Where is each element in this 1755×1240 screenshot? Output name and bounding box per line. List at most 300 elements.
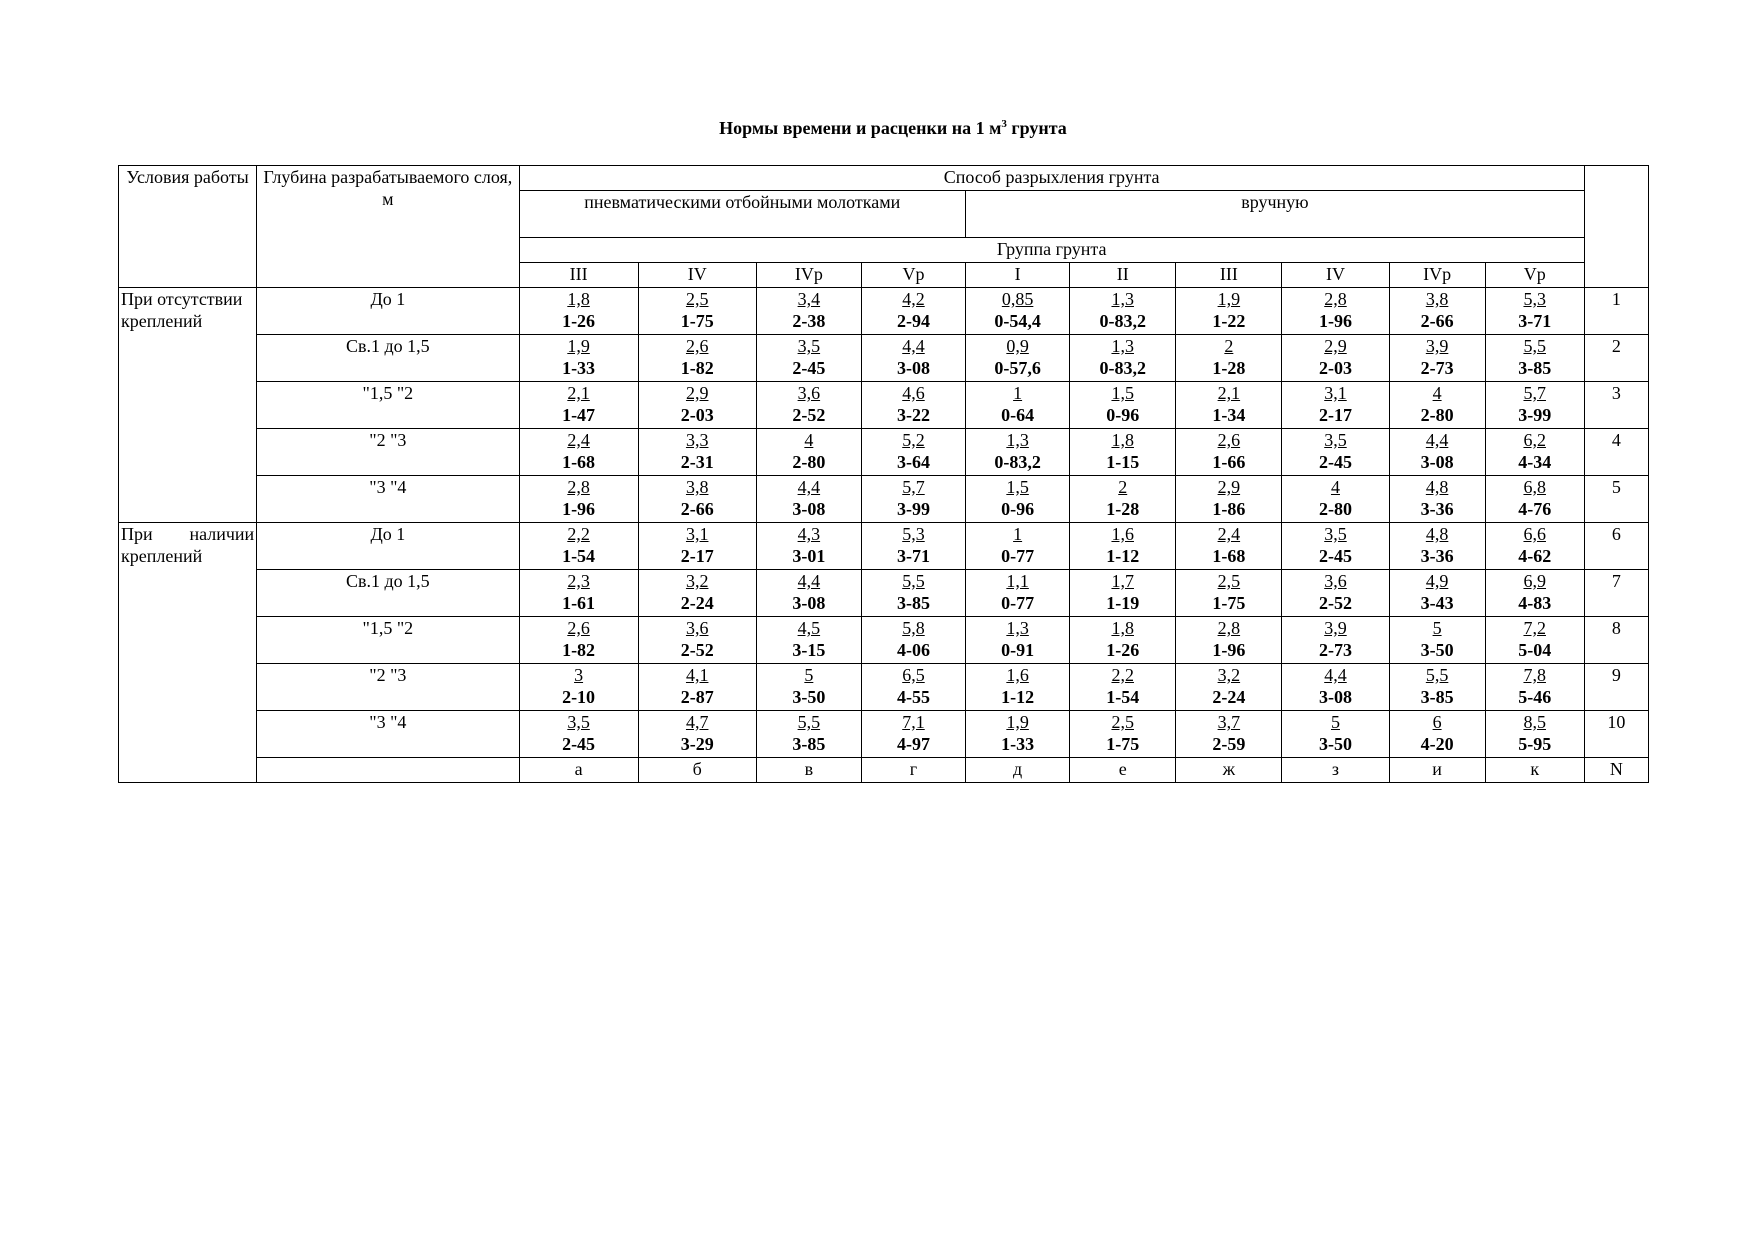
price-rate: 3-85 — [1518, 358, 1552, 378]
price-rate: 5-46 — [1518, 687, 1552, 707]
header-group-cell: IVр — [756, 263, 861, 288]
value-cell — [966, 476, 1070, 523]
value-cell — [1389, 711, 1485, 758]
value-cell — [861, 382, 965, 429]
price-rate: 3-08 — [792, 593, 826, 613]
depth-cell: До 1 — [257, 288, 519, 335]
value-cell — [519, 570, 638, 617]
price-rate: 2-17 — [680, 546, 714, 566]
header-conditions-label: Условия работы — [126, 167, 249, 187]
price-rate: 1-28 — [1106, 499, 1140, 519]
value-cell — [1070, 476, 1176, 523]
time-norm: 1,6 — [1006, 665, 1029, 685]
column-letters-row — [119, 758, 1649, 783]
price-rate: 1-61 — [562, 593, 596, 613]
row-number: 6 — [1584, 523, 1648, 570]
header-soil-group — [519, 238, 1584, 263]
row-number: 4 — [1584, 429, 1648, 476]
price-rate: 2-45 — [1318, 452, 1352, 472]
value-cell — [756, 288, 861, 335]
price-rate: 2-52 — [1318, 593, 1352, 613]
table-row — [119, 429, 1649, 476]
time-norm: 3,2 — [685, 571, 709, 591]
time-norm: 5 — [1432, 618, 1442, 638]
value-cell — [1282, 523, 1389, 570]
price-rate: 2-45 — [562, 734, 596, 754]
time-norm: 3,5 — [797, 336, 821, 356]
header-method-label: Способ разрыхления грунта — [943, 167, 1160, 187]
depth-cell: Св.1 до 1,5 — [257, 335, 519, 382]
price-rate: 0-96 — [1001, 499, 1035, 519]
value-cell — [966, 711, 1070, 758]
header-soil-group-label: Группа грунта — [996, 239, 1107, 259]
value-cell — [1070, 664, 1176, 711]
header-number-blank — [1584, 166, 1648, 288]
price-rate: 3-36 — [1420, 499, 1454, 519]
column-letter: а — [519, 758, 638, 783]
value-cell — [1070, 288, 1176, 335]
time-norm: 6,8 — [1523, 477, 1546, 497]
price-rate: 1-33 — [562, 358, 596, 378]
value-cell — [1485, 382, 1584, 429]
time-norm: 2,1 — [1217, 383, 1241, 403]
price-rate: 3-08 — [1420, 452, 1454, 472]
price-rate: 1-68 — [562, 452, 596, 472]
row-number: 2 — [1584, 335, 1648, 382]
time-norm: 6,2 — [1523, 430, 1546, 450]
value-cell — [861, 335, 965, 382]
price-rate: 4-97 — [896, 734, 930, 754]
table-row — [119, 617, 1649, 664]
value-cell — [519, 711, 638, 758]
value-cell — [966, 335, 1070, 382]
value-cell — [1070, 570, 1176, 617]
time-norm: 4,8 — [1425, 477, 1449, 497]
price-rate: 0-96 — [1106, 405, 1140, 425]
value-cell — [861, 617, 965, 664]
value-cell — [1485, 711, 1584, 758]
price-rate: 0-77 — [1001, 593, 1035, 613]
value-cell — [638, 429, 756, 476]
time-norm: 2,8 — [1324, 289, 1347, 309]
price-rate: 0-64 — [1001, 405, 1035, 425]
value-cell — [861, 570, 965, 617]
time-norm: 1 — [1013, 383, 1023, 403]
value-cell — [1282, 382, 1389, 429]
price-rate: 0-57,6 — [994, 358, 1041, 378]
price-rate: 3-08 — [896, 358, 930, 378]
time-norm: 1,5 — [1111, 383, 1134, 403]
price-rate: 3-43 — [1420, 593, 1454, 613]
price-rate: 5-04 — [1518, 640, 1552, 660]
value-cell — [519, 288, 638, 335]
value-cell — [1389, 570, 1485, 617]
price-rate: 0-91 — [1001, 640, 1035, 660]
value-cell — [1389, 429, 1485, 476]
time-norm: 3,5 — [1324, 430, 1347, 450]
value-cell — [638, 476, 756, 523]
time-norm: 1,8 — [567, 289, 590, 309]
table-title — [0, 118, 1755, 139]
row-number: 8 — [1584, 617, 1648, 664]
header-pneumatic-label: пневматическими отбойными молотками — [584, 192, 901, 212]
price-rate: 1-12 — [1001, 687, 1035, 707]
header-group-cell: IV — [1282, 263, 1389, 288]
price-rate: 1-75 — [1212, 593, 1246, 613]
value-cell — [638, 711, 756, 758]
row-number: 3 — [1584, 382, 1648, 429]
price-rate: 2-31 — [680, 452, 714, 472]
time-norm: 4,4 — [1324, 665, 1347, 685]
price-rate: 3-85 — [1420, 687, 1454, 707]
time-norm: 1,3 — [1111, 336, 1134, 356]
header-group-cell: Vр — [1485, 263, 1584, 288]
value-cell — [966, 570, 1070, 617]
title-superscript: 3 — [1001, 118, 1007, 130]
time-norm: 4,8 — [1425, 524, 1449, 544]
time-norm: 2,4 — [1217, 524, 1241, 544]
value-cell — [1176, 335, 1282, 382]
value-cell — [756, 711, 861, 758]
price-rate: 3-50 — [792, 687, 826, 707]
time-norm: 4,2 — [902, 289, 925, 309]
value-cell — [1485, 523, 1584, 570]
price-rate: 2-52 — [792, 405, 826, 425]
price-rate: 3-50 — [1420, 640, 1454, 660]
time-norm: 6,6 — [1523, 524, 1546, 544]
time-norm: 3,5 — [1324, 524, 1347, 544]
time-norm: 3,6 — [685, 618, 709, 638]
time-norm: 2,5 — [1111, 712, 1134, 732]
price-rate: 4-06 — [896, 640, 930, 660]
depth-cell: "3 "4 — [257, 476, 519, 523]
depth-cell: До 1 — [257, 523, 519, 570]
depth-cell: Св.1 до 1,5 — [257, 570, 519, 617]
price-rate: 4-62 — [1518, 546, 1552, 566]
column-letter: г — [861, 758, 965, 783]
time-norm: 4,5 — [797, 618, 821, 638]
price-rate: 1-26 — [1106, 640, 1140, 660]
value-cell — [638, 335, 756, 382]
time-norm: 3,5 — [567, 712, 590, 732]
value-cell — [1176, 617, 1282, 664]
value-cell — [1485, 288, 1584, 335]
column-letter: к — [1485, 758, 1584, 783]
time-norm: 5,7 — [1523, 383, 1546, 403]
time-norm: 4 — [1432, 383, 1442, 403]
value-cell — [1485, 570, 1584, 617]
time-norm: 4,6 — [902, 383, 925, 403]
value-cell — [1176, 711, 1282, 758]
time-norm: 2,6 — [1217, 430, 1241, 450]
time-norm: 2,2 — [567, 524, 590, 544]
time-norm: 4,9 — [1425, 571, 1449, 591]
time-norm: 2,5 — [1217, 571, 1241, 591]
price-rate: 0-83,2 — [994, 452, 1041, 472]
header-group-cell: III — [1176, 263, 1282, 288]
column-letter: д — [966, 758, 1070, 783]
column-letter: е — [1070, 758, 1176, 783]
row-number: 10 — [1584, 711, 1648, 758]
value-cell — [1282, 617, 1389, 664]
column-letter: и — [1389, 758, 1485, 783]
time-norm: 7,2 — [1523, 618, 1546, 638]
value-cell — [861, 476, 965, 523]
value-cell — [1176, 570, 1282, 617]
price-rate: 0-54,4 — [994, 311, 1041, 331]
table-row — [119, 664, 1649, 711]
price-rate: 3-50 — [1318, 734, 1352, 754]
table-row — [119, 523, 1649, 570]
price-rate: 2-45 — [792, 358, 826, 378]
time-norm: 2,8 — [567, 477, 590, 497]
value-cell — [966, 617, 1070, 664]
value-cell — [1389, 382, 1485, 429]
time-norm: 0,9 — [1006, 336, 1029, 356]
price-rate: 3-99 — [896, 499, 930, 519]
value-cell — [756, 476, 861, 523]
price-rate: 3-71 — [896, 546, 930, 566]
price-rate: 2-80 — [1420, 405, 1454, 425]
value-cell — [861, 523, 965, 570]
column-letter: з — [1282, 758, 1389, 783]
time-norm: 2,5 — [685, 289, 709, 309]
value-cell — [638, 617, 756, 664]
price-rate: 3-15 — [792, 640, 826, 660]
time-norm: 1,9 — [1006, 712, 1029, 732]
header-depth — [257, 166, 519, 288]
time-norm: 7,1 — [902, 712, 925, 732]
value-cell — [519, 664, 638, 711]
time-norm: 3,9 — [1324, 618, 1347, 638]
time-norm: 1,1 — [1006, 571, 1029, 591]
column-letter: б — [638, 758, 756, 783]
price-rate: 1-33 — [1001, 734, 1035, 754]
title-text: Нормы времени и расценки на 1 м — [719, 118, 1002, 138]
time-norm: 6,9 — [1523, 571, 1546, 591]
price-rate: 1-54 — [562, 546, 596, 566]
price-rate: 2-03 — [680, 405, 714, 425]
value-cell — [1282, 664, 1389, 711]
price-rate: 2-66 — [1420, 311, 1454, 331]
time-norm: 4,4 — [797, 477, 821, 497]
time-norm: 5,3 — [1523, 289, 1546, 309]
value-cell — [861, 711, 965, 758]
time-norm: 5,7 — [902, 477, 925, 497]
norms-table — [118, 165, 1649, 783]
time-norm: 3,1 — [1324, 383, 1347, 403]
time-norm: 2,3 — [567, 571, 590, 591]
value-cell — [519, 476, 638, 523]
time-norm: 3,6 — [1324, 571, 1347, 591]
value-cell — [1485, 335, 1584, 382]
time-norm: 1,6 — [1111, 524, 1134, 544]
price-rate: 4-83 — [1518, 593, 1552, 613]
value-cell — [1389, 335, 1485, 382]
value-cell — [1389, 664, 1485, 711]
price-rate: 2-52 — [680, 640, 714, 660]
value-cell — [1070, 382, 1176, 429]
row-number: 9 — [1584, 664, 1648, 711]
value-cell — [861, 664, 965, 711]
price-rate: 1-28 — [1212, 358, 1246, 378]
value-cell — [1389, 476, 1485, 523]
time-norm: 2,2 — [1111, 665, 1134, 685]
time-norm: 5,3 — [902, 524, 925, 544]
price-rate: 2-03 — [1318, 358, 1352, 378]
depth-cell: "1,5 "2 — [257, 617, 519, 664]
value-cell — [1282, 429, 1389, 476]
value-cell — [638, 382, 756, 429]
depth-cell: "2 "3 — [257, 429, 519, 476]
time-norm: 7,8 — [1523, 665, 1546, 685]
price-rate: 1-22 — [1212, 311, 1246, 331]
price-rate: 2-38 — [792, 311, 826, 331]
price-rate: 2-17 — [1318, 405, 1352, 425]
row-number: 1 — [1584, 288, 1648, 335]
time-norm: 1,3 — [1111, 289, 1134, 309]
time-norm: 2,9 — [1217, 477, 1241, 497]
time-norm: 2 — [1118, 477, 1128, 497]
value-cell — [1485, 664, 1584, 711]
time-norm: 2,8 — [1217, 618, 1241, 638]
price-rate: 4-76 — [1518, 499, 1552, 519]
time-norm: 4,4 — [902, 336, 925, 356]
value-cell — [966, 288, 1070, 335]
price-rate: 1-96 — [1318, 311, 1352, 331]
value-cell — [1389, 617, 1485, 664]
value-cell — [756, 570, 861, 617]
time-norm: 5,5 — [797, 712, 821, 732]
time-norm: 1,9 — [1217, 289, 1241, 309]
time-norm: 5,5 — [902, 571, 925, 591]
price-rate: 0-83,2 — [1099, 358, 1146, 378]
time-norm: 6,5 — [902, 665, 925, 685]
time-norm: 2,1 — [567, 383, 590, 403]
price-rate: 4-20 — [1420, 734, 1454, 754]
header-depth-label: Глубина разрабатываемого слоя, м — [263, 167, 513, 209]
value-cell — [1485, 617, 1584, 664]
price-rate: 1-82 — [562, 640, 596, 660]
time-norm: 2,6 — [567, 618, 590, 638]
time-norm: 4 — [804, 430, 814, 450]
time-norm: 2,9 — [685, 383, 709, 403]
time-norm: 6 — [1432, 712, 1442, 732]
title-suffix: грунта — [1006, 118, 1067, 138]
time-norm: 2,9 — [1324, 336, 1347, 356]
price-rate: 3-85 — [896, 593, 930, 613]
table-row — [119, 476, 1649, 523]
price-rate: 2-87 — [680, 687, 714, 707]
value-cell — [966, 523, 1070, 570]
price-rate: 3-29 — [680, 734, 714, 754]
value-cell — [1282, 476, 1389, 523]
value-cell — [966, 382, 1070, 429]
value-cell — [1070, 335, 1176, 382]
header-group-cell: IVр — [1389, 263, 1485, 288]
price-rate: 1-68 — [1212, 546, 1246, 566]
price-rate: 3-08 — [792, 499, 826, 519]
time-norm: 8,5 — [1523, 712, 1546, 732]
price-rate: 3-64 — [896, 452, 930, 472]
time-norm: 1,8 — [1111, 430, 1134, 450]
table-row — [119, 335, 1649, 382]
header-row-method — [119, 166, 1649, 191]
value-cell — [638, 288, 756, 335]
value-cell — [1070, 429, 1176, 476]
time-norm: 2 — [1224, 336, 1234, 356]
value-cell — [1176, 664, 1282, 711]
time-norm: 3,2 — [1217, 665, 1241, 685]
price-rate: 3-36 — [1420, 546, 1454, 566]
price-rate: 4-34 — [1518, 452, 1552, 472]
price-rate: 1-82 — [680, 358, 714, 378]
time-norm: 5,5 — [1523, 336, 1546, 356]
price-rate: 2-73 — [1318, 640, 1352, 660]
header-group-cell: I — [966, 263, 1070, 288]
value-cell — [756, 617, 861, 664]
price-rate: 2-80 — [1318, 499, 1352, 519]
value-cell — [519, 429, 638, 476]
value-cell — [519, 523, 638, 570]
price-rate: 2-66 — [680, 499, 714, 519]
time-norm: 4,4 — [1425, 430, 1449, 450]
price-rate: 1-15 — [1106, 452, 1140, 472]
value-cell — [756, 664, 861, 711]
value-cell — [1282, 570, 1389, 617]
value-cell — [638, 664, 756, 711]
time-norm: 3 — [574, 665, 584, 685]
time-norm: 2,6 — [685, 336, 709, 356]
price-rate: 2-45 — [1318, 546, 1352, 566]
value-cell — [519, 617, 638, 664]
time-norm: 5 — [1330, 712, 1340, 732]
value-cell — [638, 570, 756, 617]
value-cell — [1282, 711, 1389, 758]
price-rate: 2-59 — [1212, 734, 1246, 754]
value-cell — [1176, 476, 1282, 523]
time-norm: 3,4 — [797, 289, 821, 309]
value-cell — [1389, 523, 1485, 570]
header-conditions — [119, 166, 257, 288]
price-rate: 1-54 — [1106, 687, 1140, 707]
price-rate: 1-47 — [562, 405, 596, 425]
header-method — [519, 166, 1584, 191]
time-norm: 3,8 — [1425, 289, 1449, 309]
time-norm: 3,8 — [685, 477, 709, 497]
time-norm: 0,85 — [1001, 289, 1034, 309]
value-cell — [1070, 523, 1176, 570]
value-cell — [966, 664, 1070, 711]
price-rate: 2-73 — [1420, 358, 1454, 378]
value-cell — [1176, 429, 1282, 476]
value-cell — [756, 429, 861, 476]
depth-cell: "3 "4 — [257, 711, 519, 758]
value-cell — [1070, 617, 1176, 664]
time-norm: 3,9 — [1425, 336, 1449, 356]
time-norm: 1,3 — [1006, 618, 1029, 638]
price-rate: 1-66 — [1212, 452, 1246, 472]
header-group-cell: II — [1070, 263, 1176, 288]
number-label: N — [1584, 758, 1648, 783]
time-norm: 3,3 — [685, 430, 709, 450]
value-cell — [638, 523, 756, 570]
time-norm: 3,7 — [1217, 712, 1241, 732]
time-norm: 1,3 — [1006, 430, 1029, 450]
price-rate: 2-24 — [680, 593, 714, 613]
time-norm: 1,8 — [1111, 618, 1134, 638]
price-rate: 2-10 — [562, 687, 596, 707]
